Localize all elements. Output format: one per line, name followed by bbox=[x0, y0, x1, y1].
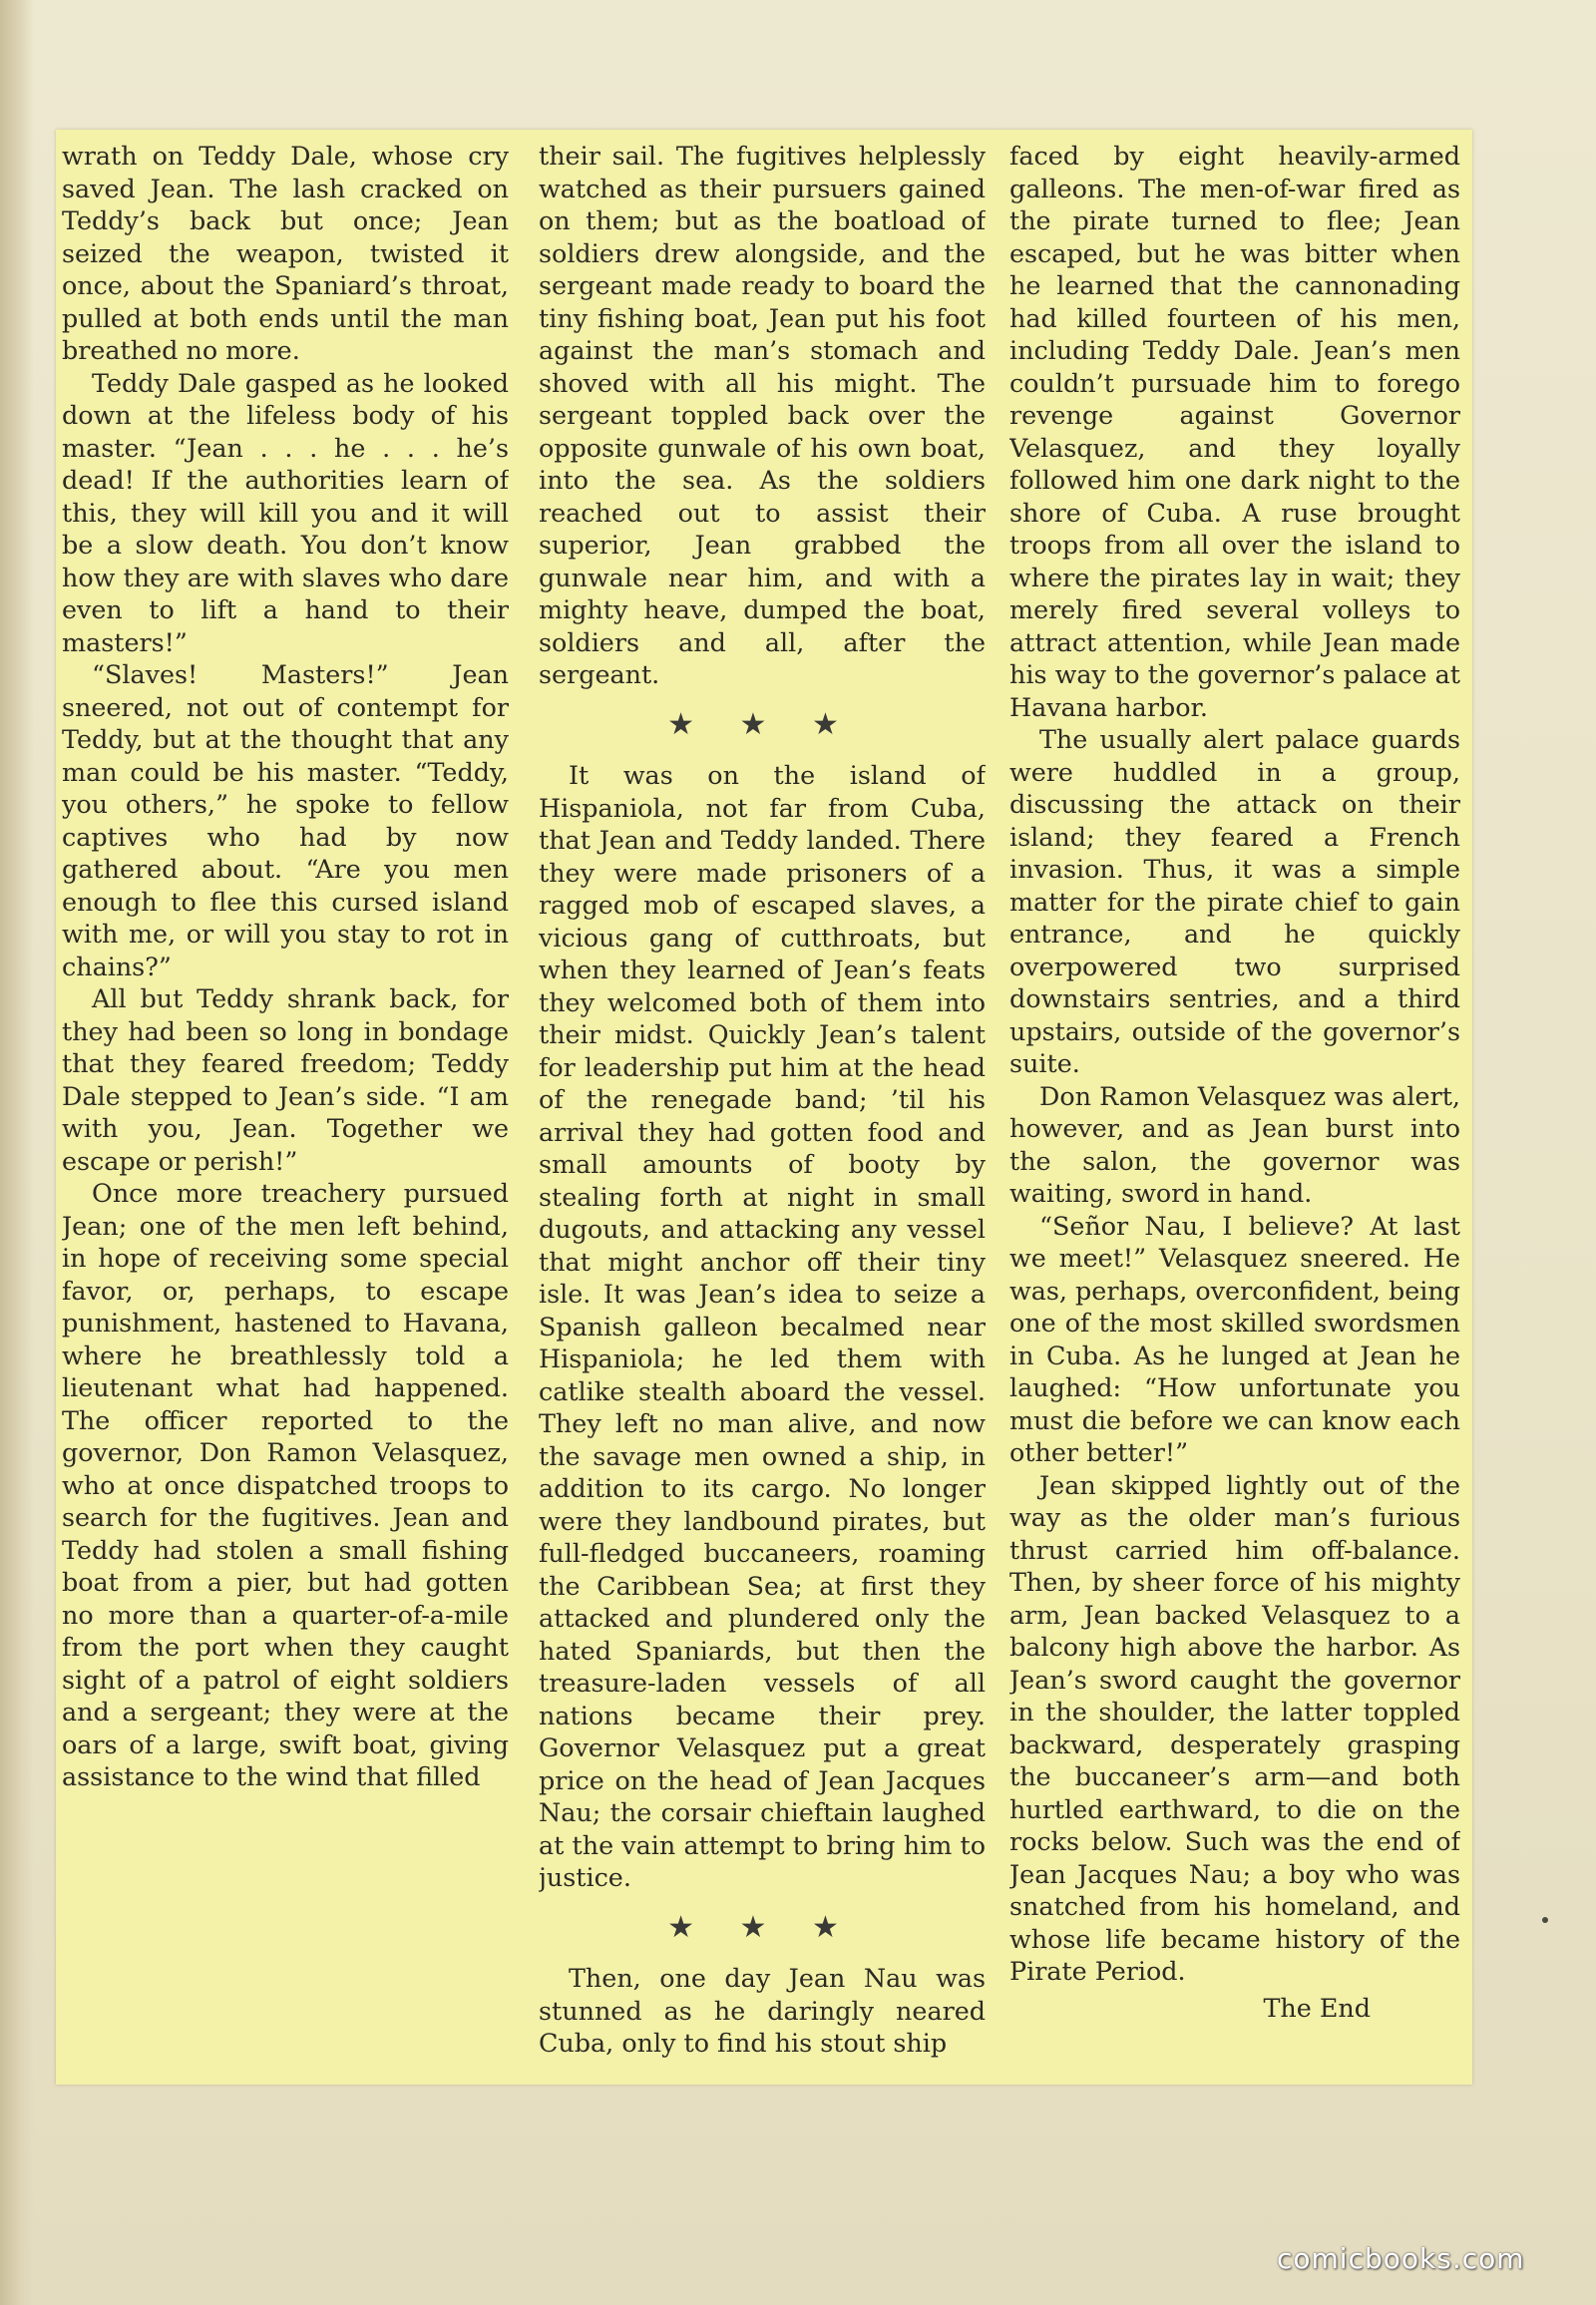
paragraph: faced by eight heavily-armed galleons. The men-of-war fired as the pirate turned to flee; Jean escaped, but he was bitter when he learned that the cannonading had killed fourteen of his men, including Teddy Dale. Jean’s men couldn’t pursuade him to forego revenge against Governor Velasquez, and they loyally followed him one dark night to the shore of Cuba. A ruse brought troops from all over the island to where the pirates lay in wait; they merely fired several volleys to attract attention, while Jean made his way to the governor’s palace at Havana harbor. bbox=[1009, 141, 1460, 722]
the-end-label: The End bbox=[1263, 1992, 1371, 2023]
paragraph: wrath on Teddy Dale, whose cry saved Jean. The lash cracked on Teddy’s back but once; Jean seized the weapon, twisted it once, about the Spaniard’s throat, pulled at both ends until the man breathed no more. bbox=[62, 141, 509, 365]
paragraph: Jean skipped lightly out of the way as the older man’s furious thrust carried him off-balance. Then, by sheer force of his mighty arm, Jean backed Velasquez to a balcony high above the harbor. As Jean’s sword caught the governor in the shoulder, the latter toppled backward, desperately grasping the buccaneer’s arm—and both hurtled earthward, to die on the rocks below. Such was the end of Jean Jacques Nau; a boy who was snatched from his homeland, and whose life became history of the Pirate Period. bbox=[1009, 1469, 1460, 1986]
watermark: comicbooks.com bbox=[1277, 2242, 1525, 2275]
paragraph: Don Ramon Velasquez was alert, however, and as Jean burst into the salon, the governor was waiting, sword in hand. bbox=[1009, 1080, 1460, 1208]
paragraph: their sail. The fugitives helplessly watched as their pursuers gained on them; but as the boatload of soldiers drew alongside, and the sergeant made ready to board the tiny fishing boat, Jean put his foot against the man’s stomach and shoved with all his might. The sergeant toppled back over the opposite gunwale of his own boat, into the sea. As the soldiers reached out to assist their superior, Jean grabbed the gunwale near him, and with a mighty heave, dumped the boat, soldiers and all, after the sergeant. bbox=[539, 141, 986, 689]
paragraph: The usually alert palace guards were huddled in a group, discussing the attack on their island; they feared a French invasion. Thus, it was a simple matter for the pirate chief to gain entrance, and he quickly overpowered two surprised downstairs sentries, and a third upstairs, outside of the governor’s suite. bbox=[1009, 724, 1460, 1078]
paragraph: “Slaves! Masters!” Jean sneered, not out of contempt for Teddy, but at the thought that any man could be his master. “Teddy, you others,” he spoke to fellow captives who had by now gathered about. “Are you men enough to flee this cursed island with me, or will you stay to rot in chains?” bbox=[62, 659, 509, 981]
paragraph: All but Teddy shrank back, for they had been so long in bondage that they feared freedom; Teddy Dale stepped to Jean’s side. “I am with you, Jean. Together we escape or perish!” bbox=[62, 983, 509, 1176]
paragraph: Teddy Dale gasped as he looked down at the lifeless body of his master. “Jean . . . he . . . he’s dead! If the authorities learn of this, they will kill you and it will be a slow death. You don’t know how they are with slaves who dare even to lift a hand to their masters!” bbox=[62, 367, 509, 657]
paragraph: Once more treachery pursued Jean; one of the men left behind, in hope of receiving some special favor, or, perhaps, to escape punishment, hastened to Havana, where he breathlessly told a lieutenant what had happened. The officer reported to the governor, Don Ramon Velasquez, who at once dispatched troops to search for the fugitives. Jean and Teddy had stolen a small fishing boat from a pier, but had gotten no more than a quarter-of-a-mile from the port when they caught sight of a patrol of eight soldiers and a sergeant; they were at the oars of a large, swift boat, giving assistance to the wind that filled bbox=[62, 1178, 509, 1791]
paragraph: Then, one day Jean Nau was stunned as he daringly neared Cuba, only to find his stout ship bbox=[539, 1963, 986, 2058]
text-column-3 bbox=[1009, 140, 1460, 2024]
page-binding-edge bbox=[0, 0, 34, 2305]
paragraph: It was on the island of Hispaniola, not far from Cuba, that Jean and Teddy landed. There they were made prisoners of a ragged mob of escaped slaves, a vicious gang of cutthroats, but when they learned of Jean’s feats they welcomed both of them into their midst. Quickly Jean’s talent for leadership put him at the head of the renegade band; ’til his arrival they had gotten food and small amounts of booty by stealing forth at night in small dugouts, and attacking any vessel that might anchor off their tiny isle. It was Jean’s idea to seize a Spanish galleon becalmed near Hispaniola; he led them with catlike stealth aboard the vessel. They left no man alive, and now the savage men owned a ship, in addition to its cargo. No longer were they landbound pirates, but full-fledged buccaneers, roaming the Caribbean Sea; at first they attacked and plundered only the hated Spaniards, but then the treasure-laden vessels of all nations became their prey. Governor Velasquez put a great price on the head of Jean Jacques Nau; the corsair chieftain laughed at the vain attempt to bring him to justice. bbox=[539, 760, 986, 1892]
text-column-2 bbox=[539, 140, 986, 2060]
text-column-1 bbox=[62, 140, 509, 1793]
ink-dot bbox=[1542, 1917, 1548, 1923]
section-separator-stars: ★ ★ ★ bbox=[667, 1909, 857, 1945]
paragraph: “Señor Nau, I believe? At last we meet!” Velasquez sneered. He was, perhaps, overconfident, being one of the most skilled swordsmen in Cuba. As he lunged at Jean he laughed: “How unfortunate you must die before we can know each other better!” bbox=[1009, 1210, 1460, 1467]
section-separator-stars: ★ ★ ★ bbox=[667, 706, 857, 742]
